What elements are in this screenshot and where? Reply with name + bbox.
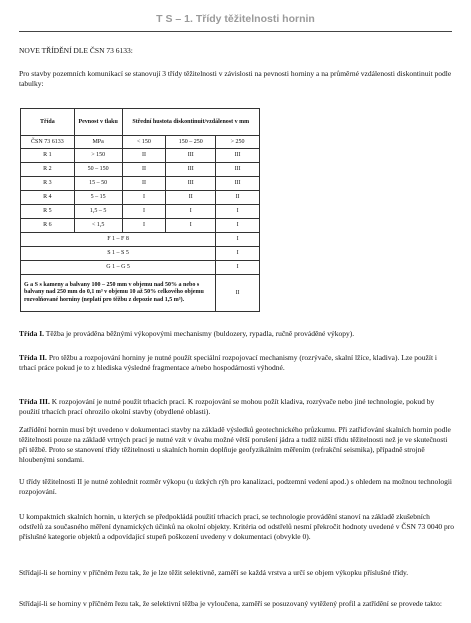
non-selective-paragraph: Střídají-li se horniny v příčném řezu tak, že selektivní těžba je vyloučena, zaměří se posuzovaný vytěžený profil a zatřídění se provede takto: <box>19 599 442 608</box>
table-cell: 5 – 15 <box>74 191 122 205</box>
table-row <box>21 191 260 205</box>
table-cell: II <box>216 191 260 205</box>
table-cell: III <box>166 177 216 191</box>
class-3-text: K rozpojování je nutné použít trhacích prací. K rozpojování se mohou požít kladiva, rozrývače nebo jiné technologie, pokud by použití trhacích prací ohrozilo okolní stavby (obydlené oblasti). <box>19 397 435 416</box>
table-cell: I <box>122 219 166 233</box>
table-row <box>21 219 260 233</box>
table-cell: I <box>216 205 260 219</box>
class-3-paragraph <box>19 397 455 417</box>
intro-paragraph: Pro stavby pozemních komunikací se stanovují 3 třídy těžitelnosti v závislosti na pevnosti horniny a na průměrné vzdálenosti diskontinuit podle tabulky: <box>19 69 452 88</box>
table-row <box>21 163 260 177</box>
table-cell: 50 – 150 <box>74 163 122 177</box>
title-divider <box>19 31 452 32</box>
table-cell: III <box>216 163 260 177</box>
table-row <box>21 205 260 219</box>
table-cell: S 1 – S 5 <box>21 247 216 261</box>
table-cell: R 6 <box>21 219 75 233</box>
table-note-row <box>21 275 260 312</box>
class-1-label: Třída I. <box>19 329 45 338</box>
table-row <box>21 261 260 275</box>
table-cell: F 1 – F 8 <box>21 233 216 247</box>
table-cell: 1,5 – 5 <box>74 205 122 219</box>
table-cell: III <box>166 163 216 177</box>
table-cell: II <box>216 275 260 312</box>
subheader-cell: > 250 <box>216 136 260 149</box>
table-note: G a S s kameny a balvany 100 – 250 mm v objemu nad 50% a nebo s balvany nad 250 mm do 0,1 m³ v objemu 10 až 50% celkového objemu rozvolňované horniny (neplatí pro těžbu z depozie nad 1,5 m³). <box>21 275 216 312</box>
class-1-text: Těžba je prováděna běžnými výkopovými mechanismy (buldozery, rypadla, ručně prováděné výkopy). <box>44 329 355 338</box>
table-cell: III <box>216 149 260 163</box>
class-1-paragraph <box>19 329 455 339</box>
table-cell: I <box>216 219 260 233</box>
table-cell: I <box>166 219 216 233</box>
table-cell: I <box>216 261 260 275</box>
excavability-table <box>20 108 260 312</box>
header-strength: Pevnost v tlaku <box>74 109 122 136</box>
table-row <box>21 177 260 191</box>
subheader-cell: ČSN 73 6133 <box>21 136 75 149</box>
blasting-paragraph: U kompaktních skalních hornin, u kterých se předpokládá použití trhacích prací, se technologie provádění stanoví na základě zkušebních odstřelů za současného měření dynamických účinků na okolní objekty. Kritéria od odstřelů nesmí překročit hodnoty uvedené v ČSN 73 0040 pro příslušné kategorie objektů a odpovídající stupeň poškození uvedeny v dokumentaci (obvykle 0). <box>19 512 455 541</box>
table-cell: II <box>122 177 166 191</box>
table-cell: I <box>216 233 260 247</box>
class-2-paragraph <box>19 353 455 373</box>
table-header-row <box>21 109 260 136</box>
table-cell: < 1,5 <box>74 219 122 233</box>
table-cell: R 3 <box>21 177 75 191</box>
table-cell: R 5 <box>21 205 75 219</box>
class-2-label: Třída II. <box>19 353 47 362</box>
table-cell: II <box>122 149 166 163</box>
table-row <box>21 149 260 163</box>
table-row <box>21 233 260 247</box>
table-subheader-row <box>21 136 260 149</box>
table-cell: I <box>122 191 166 205</box>
table-cell: II <box>122 163 166 177</box>
subheader-cell: MPa <box>74 136 122 149</box>
page-title: T S – 1. Třídy těžitelnosti hornin <box>156 13 315 25</box>
subtitle: NOVE TŘÍDĚNÍ DLE ČSN 73 6133: <box>19 46 133 55</box>
table-cell: R 2 <box>21 163 75 177</box>
excavation-size-paragraph: U třídy těžitelnosti II je nutné zohlednit rozměr výkopu (u úzkých rýh pro kanalizaci, podzemní vedení apod.) s ohledem na možnou technologii rozpojování. <box>19 477 452 496</box>
table-cell: G 1 – G 5 <box>21 261 216 275</box>
table-cell: 15 – 50 <box>74 177 122 191</box>
subheader-cell: 150 – 250 <box>166 136 216 149</box>
header-class: Třída <box>21 109 75 136</box>
table-cell: II <box>166 191 216 205</box>
table-cell: III <box>166 149 216 163</box>
class-3-label: Třída III. <box>19 397 50 406</box>
table-cell: R 4 <box>21 191 75 205</box>
table-cell: > 150 <box>74 149 122 163</box>
subheader-cell: < 150 <box>122 136 166 149</box>
table-row <box>21 247 260 261</box>
table-cell: R 1 <box>21 149 75 163</box>
table-cell: I <box>166 205 216 219</box>
header-discontinuity: Střední hustota diskontinuit/vzdálenost v mm <box>122 109 259 136</box>
table-cell: III <box>216 177 260 191</box>
classification-paragraph: Zatřídění hornin musí být uvedeno v dokumentaci stavby na základě výsledků geotechnického průzkumu. Při zatřiďování skalních hornin podle těžitelnosti pouze na základě vrtných prací je nutné vzít v úvahu možné větší porušení jádra a tudíž nižší třídu těžitelnosti než je ve skutečnosti při těžbě. Proto se stanovení třídy těžitelnosti u skalních hornin doplňuje geofyzikálním měřením (refrakční seismika), případně strojně hloubenými sondami. <box>19 425 451 464</box>
table-cell: I <box>122 205 166 219</box>
class-2-text: Pro těžbu a rozpojování horniny je nutné použít speciální rozpojovací mechanismy (rozrývače, skalní lžíce, kladiva). Lze použít i trhací práce pokud je to z hlediska výsledné fragmentace a/nebo hospodárnosti výhodné. <box>19 353 438 372</box>
table-cell: I <box>216 247 260 261</box>
selective-mining-paragraph: Střídají-li se horniny v příčném řezu tak, že je lze těžit selektivně, zaměří se každá vrstva a určí se objem výkopku příslušné třídy. <box>19 568 409 577</box>
